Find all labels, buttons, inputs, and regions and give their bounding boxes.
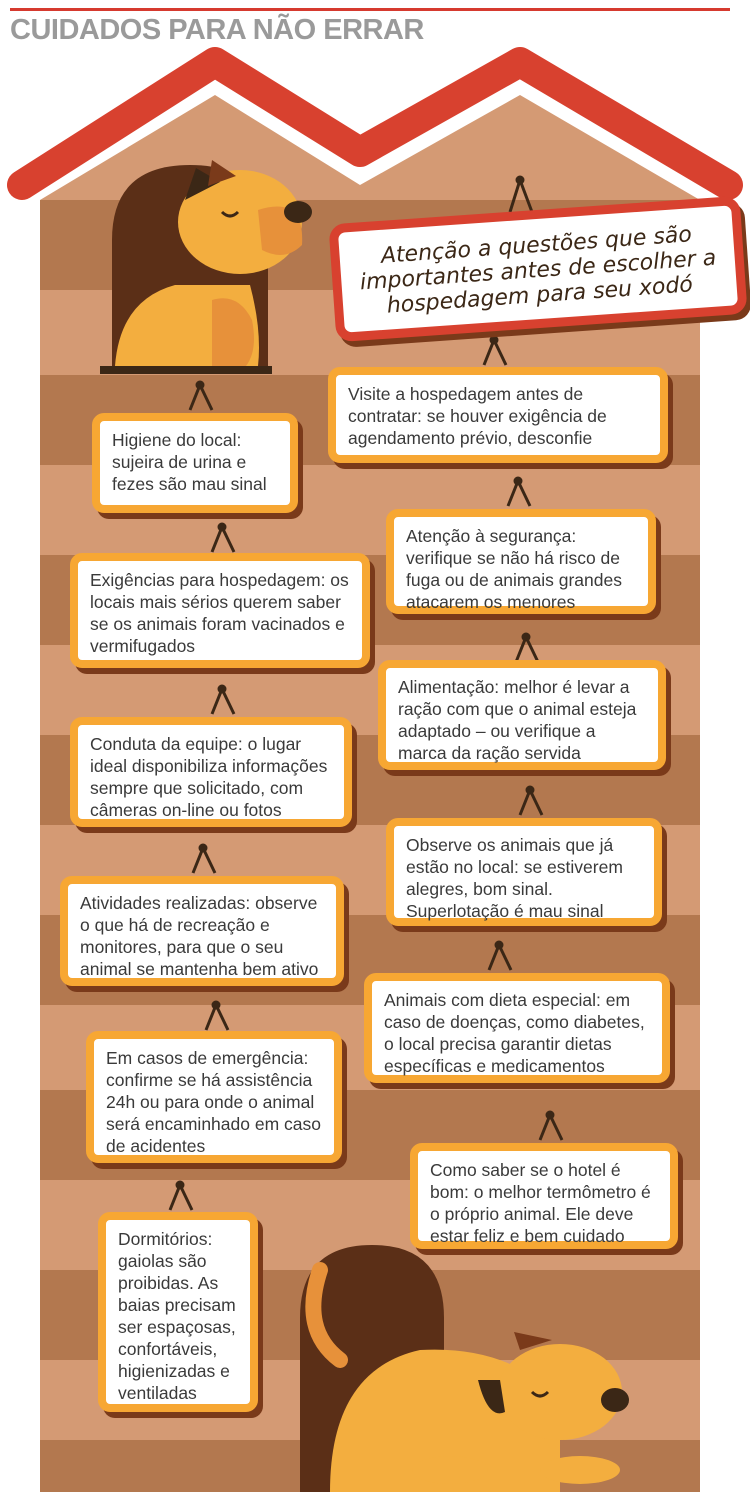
intro-banner: Atenção a questões que são importantes antes de escolher a hospedagem para seu xodó bbox=[328, 196, 747, 342]
tip-card-visite: Visite a hospedagem antes de contratar: se houver exigência de agendamento prévio, desconfie bbox=[328, 367, 668, 463]
tip-card-exigencias: Exigências para hospedagem: os locais mais sérios querem saber se os animais foram vacinados e vermifugados bbox=[70, 553, 370, 668]
page-title: CUIDADOS PARA NÃO ERRAR bbox=[10, 14, 424, 46]
tip-card-observe: Observe os animais que já estão no local: se estiverem alegres, bom sinal. Superlotação é mau sinal bbox=[386, 818, 662, 926]
tip-card-dieta: Animais com dieta especial: em caso de doenças, como diabetes, o local precisa garantir dietas específicas e medicamentos bbox=[364, 973, 670, 1083]
tip-card-emergencia: Em casos de emergência: confirme se há assistência 24h ou para onde o animal será encaminhado em caso de acidentes bbox=[86, 1031, 342, 1163]
tip-card-seguranca: Atenção à segurança: verifique se não há risco de fuga ou de animais grandes atacarem os menores bbox=[386, 509, 656, 614]
top-rule bbox=[10, 8, 730, 11]
tip-card-dormitorios: Dormitórios: gaiolas são proibidas. As baias precisam ser espaçosas, confortáveis, higienizadas e ventiladas bbox=[98, 1212, 258, 1412]
tip-card-conduta: Conduta da equipe: o lugar ideal disponibiliza informações sempre que solicitado, com câmeras on-line ou fotos bbox=[70, 717, 352, 827]
tip-card-higiene: Higiene do local: sujeira de urina e fezes são mau sinal bbox=[92, 413, 298, 513]
tip-card-alimentacao: Alimentação: melhor é levar a ração com que o animal esteja adaptado – ou verifique a marca da ração servida bbox=[378, 660, 666, 770]
tip-card-atividades: Atividades realizadas: observe o que há de recreação e monitores, para que o seu animal se mantenha bem ativo bbox=[60, 876, 344, 986]
tip-card-hotel: Como saber se o hotel é bom: o melhor termômetro é o próprio animal. Ele deve estar feliz e bem cuidado bbox=[410, 1143, 678, 1249]
